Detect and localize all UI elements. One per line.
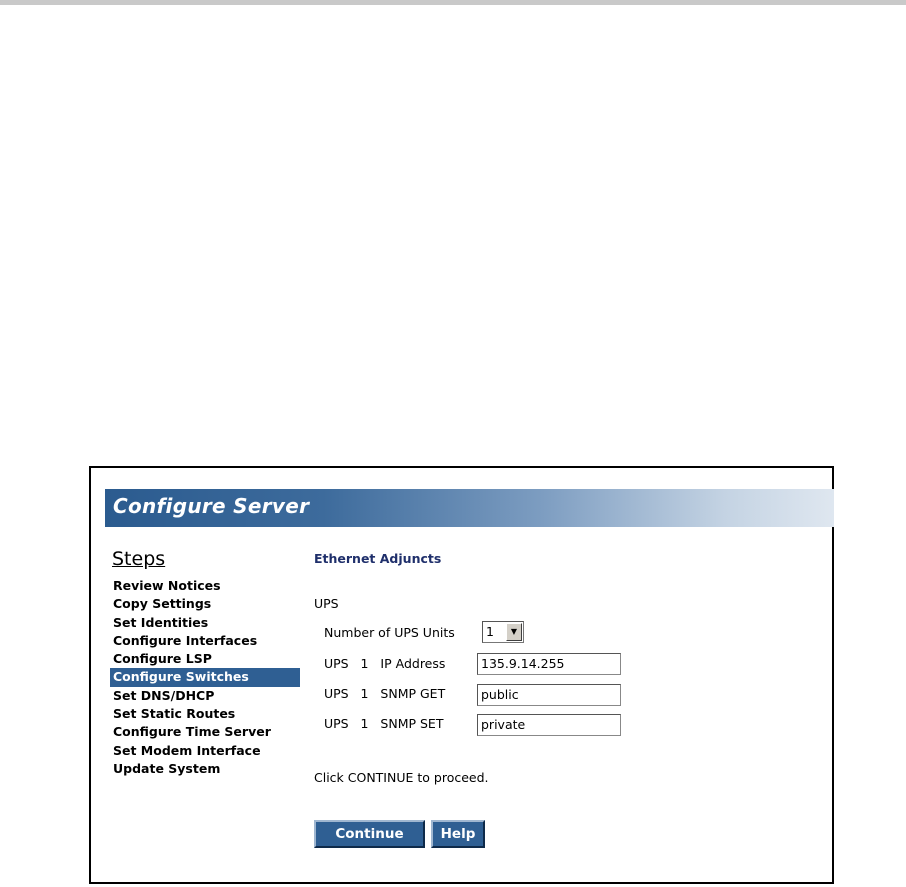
chevron-down-icon[interactable]: ▼ [506,623,522,641]
step-configure-interfaces[interactable]: Configure Interfaces [113,632,258,648]
ups-label: UPS [314,596,339,611]
section-title: Ethernet Adjuncts [314,551,442,566]
steps-list [110,577,300,778]
help-button[interactable]: Help [431,820,485,848]
step-configure-lsp[interactable]: Configure LSP [113,651,212,667]
top-divider [0,0,906,5]
step-review-notices[interactable]: Review Notices [113,578,221,593]
continue-prompt: Click CONTINUE to proceed. [314,770,489,785]
ups-units-value: 1 [486,624,494,639]
step-set-modem-interface[interactable]: Set Modem Interface [113,742,261,758]
snmp-get-label: UPS 1 SNMP GET [324,686,446,701]
steps-heading: Steps [112,548,166,570]
ip-address-field[interactable]: 135.9.14.255 [477,653,621,675]
step-configure-switches[interactable]: Configure Switches [110,668,300,686]
step-set-identities[interactable]: Set Identities [113,614,209,630]
ip-address-label: UPS 1 IP Address [324,656,446,671]
units-label: Number of UPS Units [324,625,455,640]
configure-server-window [89,466,834,884]
snmp-set-field[interactable]: private [477,714,621,736]
snmp-get-field[interactable]: public [477,684,621,706]
step-update-system[interactable]: Update System [113,760,221,776]
step-set-static-routes[interactable]: Set Static Routes [113,706,236,722]
step-set-dns-dhcp[interactable]: Set DNS/DHCP [113,687,215,703]
ups-units-select[interactable] [482,621,524,643]
continue-button[interactable]: Continue [314,820,425,848]
snmp-set-label: UPS 1 SNMP SET [324,716,444,731]
step-configure-time-server[interactable]: Configure Time Server [113,724,271,740]
step-copy-settings[interactable]: Copy Settings [113,596,212,612]
window-title: Configure Server [113,494,310,518]
title-bar [105,489,834,527]
